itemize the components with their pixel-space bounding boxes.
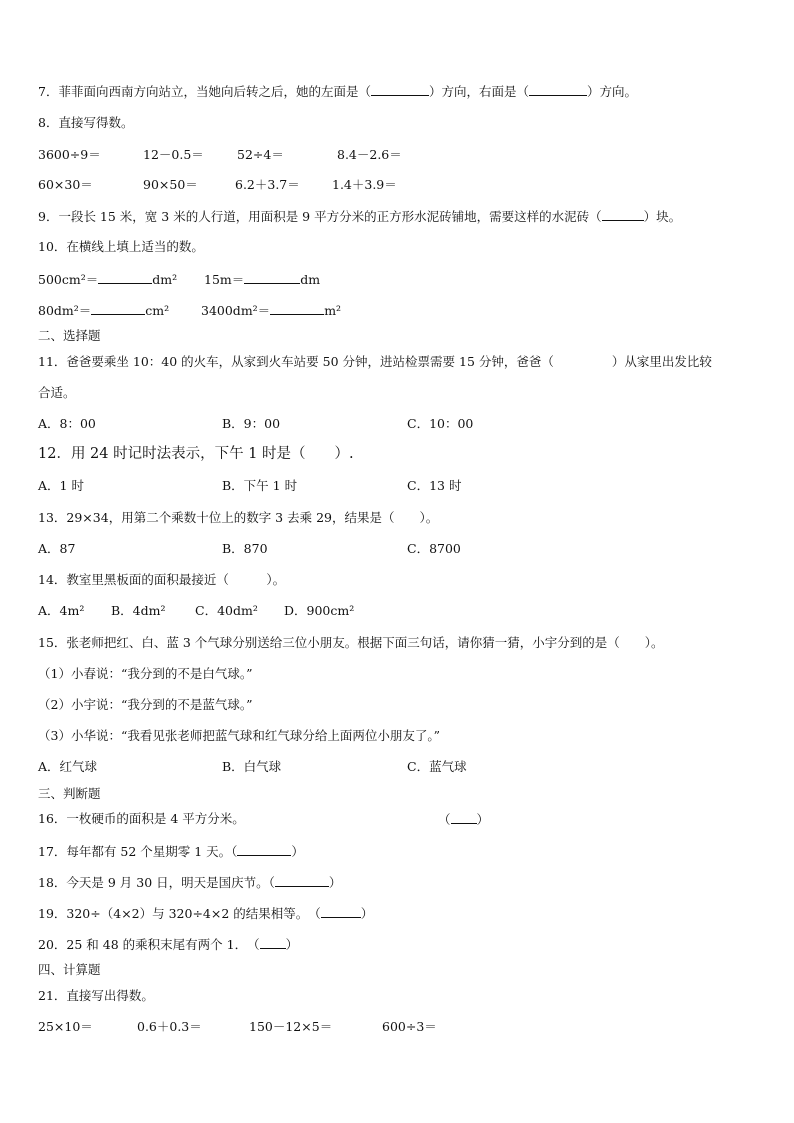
q15-statement-2: （2）小宇说：“我分到的不是蓝气球。” [38,697,253,712]
calc-item: 600÷3＝ [382,1019,437,1034]
q15-statement-1: （1）小春说：“我分到的不是白气球。” [38,666,253,681]
section-heading-calc: 四、计算题 [38,962,101,977]
q10-row-2 [38,302,438,318]
calc-item: 8.4－2.6＝ [337,147,402,162]
question-17: 17．每年都有 52 个星期零 1 天。（ ） [38,844,304,859]
answer-blank[interactable] [260,936,286,949]
question-20: 20．25 和 48 的乘积末尾有两个 1． （ ） [38,937,299,952]
option-b[interactable]: B．4dm² [111,603,166,618]
answer-blank[interactable] [244,271,300,284]
option-a[interactable]: A．红气球 [38,759,98,774]
question-14: 14．教室里黑板面的面积最接近（ ）。 [38,572,286,587]
section-heading-choice: 二、选择题 [38,328,101,343]
question-18: 18．今天是 9 月 30 日，明天是国庆节。（ ） [38,875,342,890]
q15-statement-3: （3）小华说：“我看见张老师把蓝气球和红气球分给上面两位小朋友了。” [38,728,440,743]
calc-item: 3600÷9＝ [38,147,101,162]
answer-blank[interactable] [275,874,329,887]
answer-blank[interactable] [529,83,587,96]
option-a[interactable]: A．1 时 [38,478,84,493]
answer-blank[interactable] [98,271,152,284]
answer-blank[interactable] [321,905,361,918]
q9-text-pre: 9．一段长 15 米，宽 3 米的人行道，用面积是 9 平方分米的正方形水泥砖铺地，需要这样的水泥砖（ [38,209,602,224]
q7-text-mid: ）方向，右面是（ [428,84,529,99]
option-a[interactable]: A．87 [38,541,76,556]
calc-item: 6.2＋3.7＝ [235,177,300,192]
q12-options [38,478,538,496]
section-heading-judge: 三、判断题 [38,786,101,801]
question-11-cont: 合适。 [38,385,76,400]
q21-row [38,1019,538,1035]
question-16: 16．一枚硬币的面积是 4 平方分米。 （ ） [38,811,490,827]
question-15: 15．张老师把红、白、蓝 3 个气球分别送给三位小朋友。根据下面三句话，请你猜一猜，小宇分到的是（ ）。 [38,635,664,650]
q7-text-post: ）方向。 [586,84,637,99]
question-9 [38,208,681,225]
question-13: 13．29×34，用第二个乘数十位上的数字 3 去乘 29，结果是（ ）。 [38,510,439,525]
question-21-title: 21．直接写出得数。 [38,988,154,1003]
q15-options [38,759,538,775]
option-c[interactable]: C．8700 [407,541,461,556]
fill-item: 80dm²＝ cm² [38,303,170,318]
q13-options [38,541,538,557]
fill-item: 3400dm²＝ m² [201,303,342,318]
answer-blank[interactable] [451,811,477,824]
q8-row-2 [38,177,538,193]
option-b[interactable]: B．9：00 [222,416,281,431]
q10-row-1 [38,271,438,287]
calc-item: 0.6＋0.3＝ [137,1019,202,1034]
calc-item: 150－12×5＝ [249,1019,333,1034]
answer-blank[interactable] [237,843,291,856]
calc-item: 52÷4＝ [237,147,284,162]
option-b[interactable]: B．白气球 [222,759,282,774]
calc-item: 60×30＝ [38,177,93,192]
option-c[interactable]: C．蓝气球 [407,759,467,774]
question-7 [38,83,637,100]
option-a[interactable]: A．8：00 [38,416,96,431]
calc-item: 12－0.5＝ [143,147,204,162]
calc-item: 25×10＝ [38,1019,93,1034]
question-8-title: 8．直接写得数。 [38,115,134,130]
option-a[interactable]: A．4m² [38,603,85,618]
q9-text-post: ）块。 [643,209,682,224]
option-b[interactable]: B．870 [222,541,268,556]
fill-item: 15m＝ dm [204,272,321,287]
calc-item: 90×50＝ [143,177,198,192]
answer-blank[interactable] [91,302,145,315]
option-c[interactable]: C．13 时 [407,478,462,493]
answer-blank[interactable] [371,83,429,96]
question-11: 11．爸爸要乘坐 10：40 的火车，从家到火车站要 50 分钟，进站检票需要 15 分钟，爸爸（ ）从家里出发比较 [38,354,712,369]
option-b[interactable]: B．下午 1 时 [222,478,298,493]
q14-options [38,603,438,619]
calc-item: 1.4＋3.9＝ [332,177,397,192]
option-c[interactable]: C．40dm² [195,603,258,618]
q11-options [38,416,538,432]
fill-item: 500cm²＝ dm² [38,272,178,287]
q7-text-pre: 7．菲菲面向西南方向站立，当她向后转之后，她的左面是（ [38,84,371,99]
option-d[interactable]: D．900cm² [284,603,355,618]
question-12: 12．用 24 时记时法表示，下午 1 时是（ ）. [38,446,354,462]
answer-blank[interactable] [602,208,644,221]
question-10-title: 10．在横线上填上适当的数。 [38,239,204,254]
question-19: 19．320÷（4×2）与 320÷4×2 的结果相等。 （ ） [38,906,374,921]
option-c[interactable]: C．10：00 [407,416,474,431]
q8-row-1 [38,147,538,163]
answer-blank[interactable] [270,302,324,315]
